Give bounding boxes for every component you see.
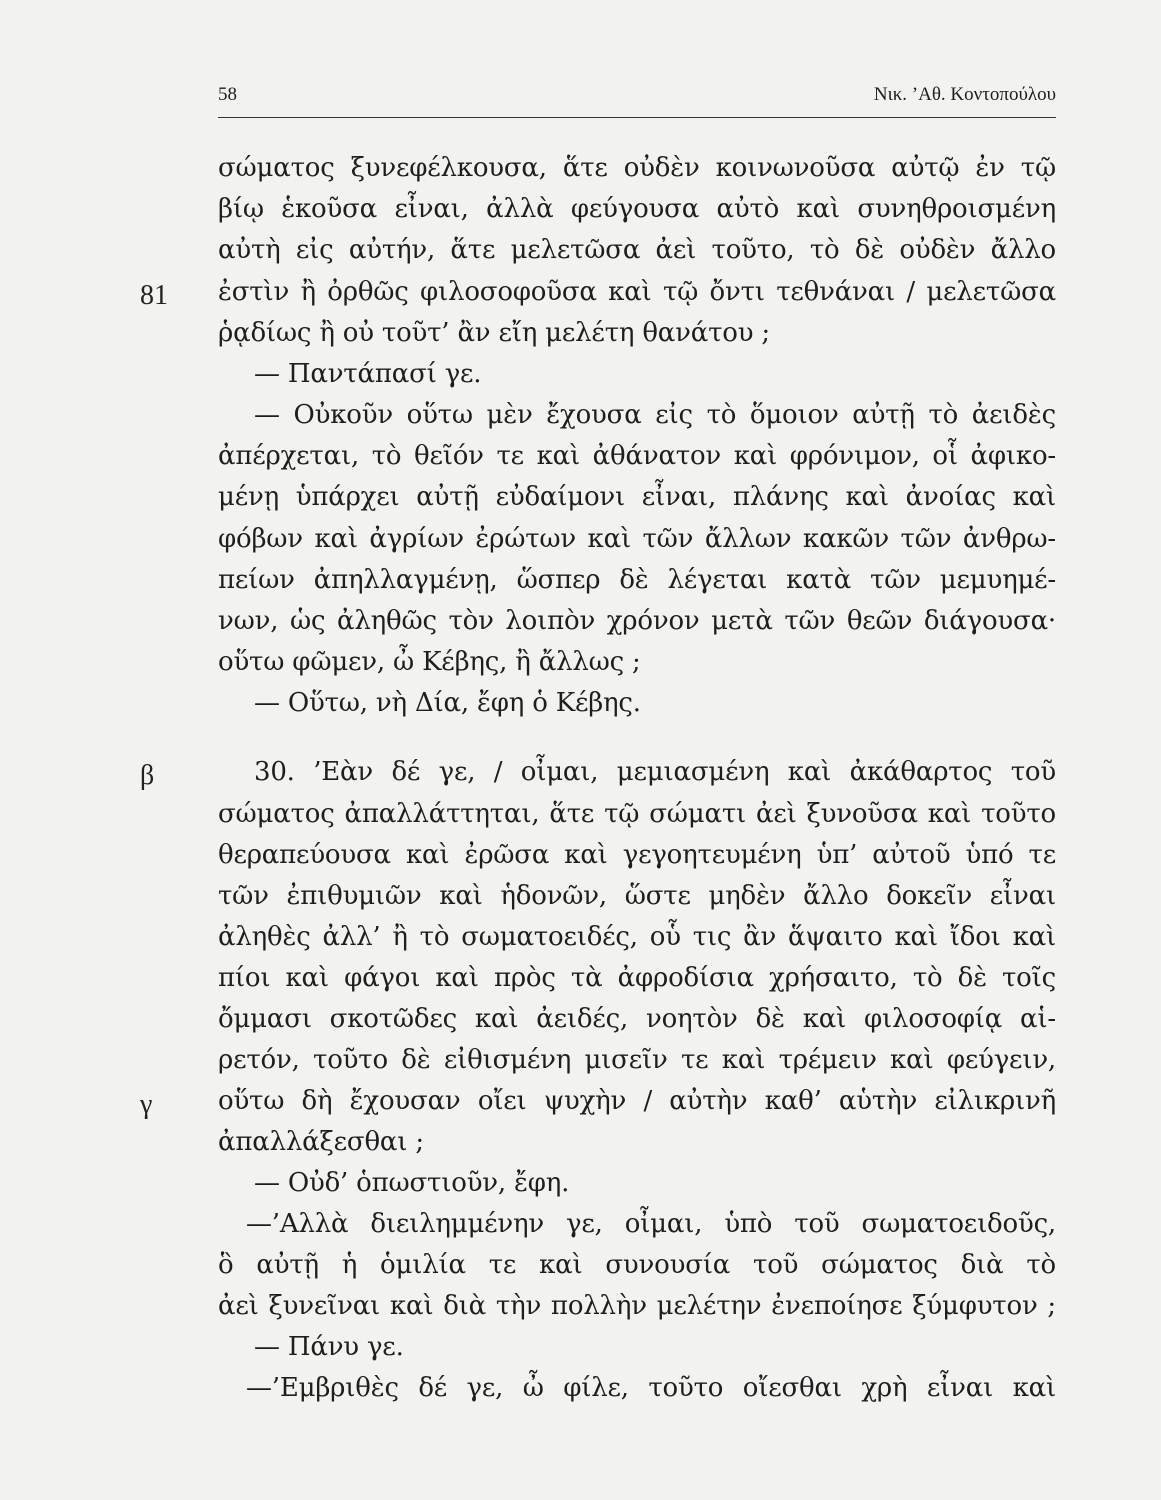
text-line: — Οὐκοῦν οὕτω μὲν ἔχουσα εἰς τὸ ὅμοιον αὐτῇ τὸ ἀειδὲς bbox=[254, 400, 1056, 430]
text-line: μένῃ ὑπάρχει αὐτῇ εὐδαίμονι εἶναι, πλάνης καὶ ἀνοίας καὶ bbox=[218, 482, 1056, 512]
text-line: αὐτὴ εἰς αὐτήν, ἅτε μελετῶσα ἀεὶ τοῦτο, τὸ δὲ οὐδὲν ἄλλο bbox=[218, 235, 1056, 265]
text-line: σώματος ξυνεφέλκουσα, ἅτε οὐδὲν κοινωνοῦσα αὐτῷ ἐν τῷ bbox=[218, 153, 1056, 183]
text-line: φόβων καὶ ἀγρίων ἐρώτων καὶ τῶν ἄλλων κακῶν τῶν ἀνθρω- bbox=[218, 524, 1056, 554]
text-line: ὄμμασι σκοτῶδες καὶ ἀειδές, νοητὸν δὲ καὶ φιλοσοφίᾳ αἱ- bbox=[218, 1004, 1056, 1034]
text-line: οὕτω φῶμεν, ὦ Κέβης, ἢ ἄλλως ; bbox=[218, 647, 641, 677]
text-line: —’Εμβριθὲς δέ γε, ὦ φίλε, τοῦτο οἴεσθαι χρὴ εἶναι καὶ bbox=[246, 1373, 1056, 1403]
text-line: ρετόν, τοῦτο δὲ εἰθισμένη μισεῖν τε καὶ τρέμειν καὶ φεύγειν, bbox=[218, 1045, 1056, 1075]
text-line: — Παντάπασί γε. bbox=[254, 359, 482, 389]
text-line: — Πάνυ γε. bbox=[254, 1332, 404, 1362]
margin-note-gamma: γ bbox=[140, 1089, 153, 1120]
text-line: ὃ αὐτῇ ἡ ὁμιλία τε καὶ συνουσία τοῦ σώματος διὰ τὸ bbox=[218, 1250, 1056, 1280]
text-line: τῶν ἐπιθυμιῶν καὶ ἡδονῶν, ὥστε μηδὲν ἄλλο δοκεῖν εἶναι bbox=[218, 881, 1056, 911]
text-line: πίοι καὶ φάγοι καὶ πρὸς τὰ ἀφροδίσια χρήσαιτο, τὸ δὲ τοῖς bbox=[218, 963, 1056, 993]
text-line: ἀπέρχεται, τὸ θεῖόν τε καὶ ἀθάνατον καὶ φρόνιμον, οἷ ἀφικο- bbox=[218, 441, 1056, 471]
text-line: σώματος ἀπαλλάττηται, ἅτε τῷ σώματι ἀεὶ ξυνοῦσα καὶ τοῦτο bbox=[218, 799, 1056, 829]
text-line: νων, ὡς ἀληθῶς τὸν λοιπὸν χρόνον μετὰ τῶν θεῶν διάγουσα· bbox=[218, 606, 1056, 636]
header-rule bbox=[218, 117, 1056, 118]
text-line: —’Αλλὰ διειλημμένην γε, οἶμαι, ὑπὸ τοῦ σωματοειδοῦς, bbox=[246, 1209, 1056, 1239]
text-line: θεραπεύουσα καὶ ἐρῶσα καὶ γεγοητευμένη ὑπ’ αὐτοῦ ὑπό τε bbox=[218, 840, 1056, 870]
text-line: ἀληθὲς ἀλλ’ ἢ τὸ σωματοειδές, οὗ τις ἂν ἅψαιτο καὶ ἴδοι καὶ bbox=[218, 922, 1056, 952]
text-line: — Οὐδ’ ὁπωστιοῦν, ἔφη. bbox=[254, 1168, 570, 1198]
page-number: 58 bbox=[218, 84, 237, 105]
text-line: — Οὕτω, νὴ Δία, ἔφη ὁ Κέβης. bbox=[254, 688, 641, 718]
text-line: ἀεὶ ξυνεῖναι καὶ διὰ τὴν πολλὴν μελέτην ἐνεποίησε ξύμφυτον ; bbox=[218, 1291, 1056, 1321]
text-line: οὕτω δὴ ἔχουσαν οἴει ψυχὴν / αὐτὴν καθ’ αὑτὴν εἰλικρινῆ bbox=[218, 1086, 1056, 1116]
margin-note-beta: β bbox=[140, 760, 155, 791]
text-line: ἀπαλλάξεσθαι ; bbox=[218, 1127, 424, 1157]
text-line: ἐστὶν ἢ ὀρθῶς φιλοσοφοῦσα καὶ τῷ ὄντι τεθνάναι / μελετῶσα bbox=[218, 277, 1056, 307]
section-start-line: 30. ’Εὰν δέ γε, / οἶμαι, μεμιασμένη καὶ ἀκάθαρτος τοῦ bbox=[254, 757, 1056, 787]
text-line: ῥᾳδίως ἢ οὐ τοῦτ’ ἂν εἴη μελέτη θανάτου ; bbox=[218, 318, 770, 348]
running-head: Νικ. ’Αθ. Κοντοπούλου bbox=[873, 84, 1056, 105]
margin-note-81: 81 bbox=[140, 280, 168, 311]
page-header bbox=[218, 84, 1056, 114]
text-line: πείων ἀπηλλαγμένῃ, ὥσπερ δὲ λέγεται κατὰ τῶν μεμυημέ- bbox=[218, 565, 1056, 595]
text-line: βίῳ ἑκοῦσα εἶναι, ἀλλὰ φεύγουσα αὐτὸ καὶ συνηθροισμένη bbox=[218, 194, 1056, 224]
